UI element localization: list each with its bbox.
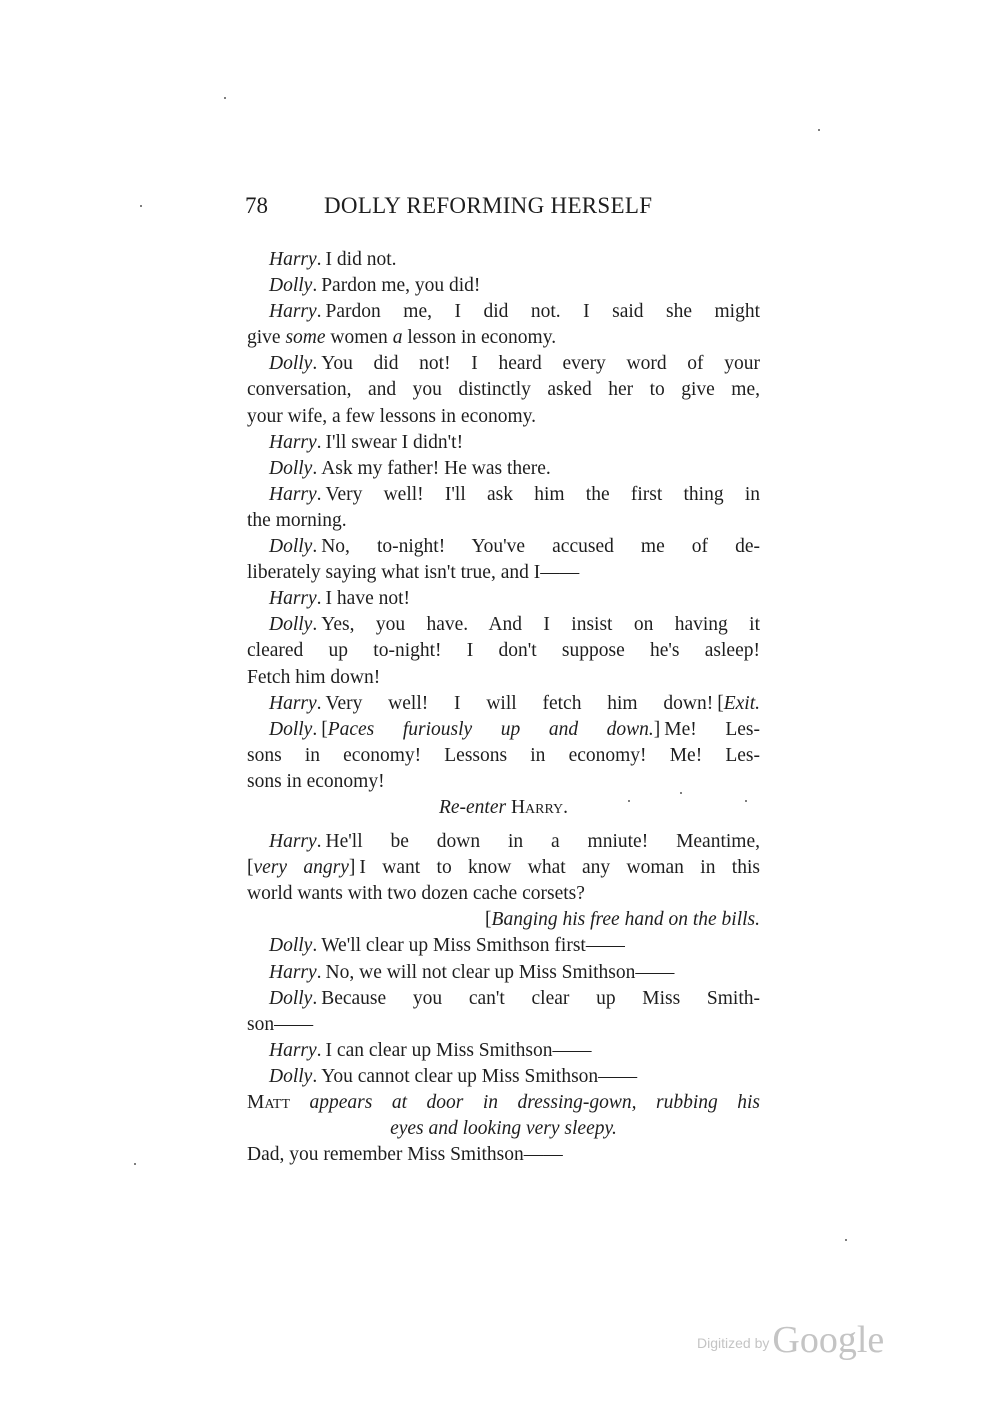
speaker: Dolly [269,718,313,740]
scan-speck [628,800,630,802]
dialogue-line: Harry. Very well! I will fetch him down! [Exit. [269,692,760,714]
dialogue-line: Harry. I can clear up Miss Smithson—— [269,1039,592,1061]
dialogue-line: Fetch him down! [247,666,381,688]
re-enter-direction: Re-enter Harry. [438,796,569,818]
dialogue-line: Harry. I have not! [269,588,411,610]
dialogue-line: son—— [247,1013,314,1035]
dialogue-line: Dolly. [Paces furiously up and down.] Me! Les- [269,718,760,740]
scan-speck [134,1163,136,1165]
running-title: DOLLY REFORMING HERSELF [324,193,653,218]
dialogue-line: Dolly. Ask my father! He was there. [269,457,551,479]
speaker: Harry [269,831,317,853]
scan-speck [680,792,682,794]
dialogue-line: Dolly. We'll clear up Miss Smithson first—— [269,935,625,957]
stage-direction: eyes and looking very sleepy. [390,1118,617,1140]
dialogue-line: liberately saying what isn't true, and I—— [247,562,580,584]
dialogue-line: Harry. I did not. [269,249,397,270]
scan-speck [224,97,226,99]
stage-direction: Paces furiously up and down. [327,718,654,740]
dialogue-line: Dad, you remember Miss Smithson—— [247,1144,563,1166]
page-number: 78 [245,193,268,218]
stage-direction: very angry [253,857,349,879]
stage-direction: Matt appears at door in dressing-gown, rubbing his [247,1092,760,1113]
dialogue-line: Harry. Very well! I'll ask him the first thing in [269,483,760,505]
speaker: Harry [269,961,317,983]
dialogue-line: sons in economy! Lessons in economy! Me! Les- [247,744,760,766]
dialogue-line: your wife, a few lessons in economy. [247,405,536,427]
dialogue-line: the morning. [247,509,347,531]
speaker: Harry [269,588,317,610]
dialogue-line: Dolly. You did not! I heard every word of your [269,353,760,375]
speaker: Harry [269,1039,317,1061]
speaker: Harry [269,483,317,505]
speaker: Dolly [269,935,313,957]
dialogue-line: Dolly. No, to-night! You've accused me of de- [269,536,760,558]
dialogue-line: Harry. No, we will not clear up Miss Smithson—— [269,961,675,983]
speaker: Harry [269,431,317,453]
dialogue-line: Dolly. Pardon me, you did! [269,275,481,297]
play-text [247,247,760,1168]
dialogue-line: cleared up to-night! I don't suppose he's asleep! [247,640,760,662]
dialogue-line: Dolly. You cannot clear up Miss Smithson—— [269,1065,638,1087]
speaker: Dolly [269,1065,313,1087]
speaker: Harry [269,692,317,714]
dialogue-line: Harry. He'll be down in a mniute! Meantime, [269,831,760,853]
scan-speck [818,129,820,131]
speaker: Harry [269,249,317,270]
dialogue-line: Harry. Pardon me, I did not. I said she might [269,301,760,323]
speaker: Dolly [269,353,313,375]
stage-direction: [Banging his free hand on the bills. [485,909,760,931]
scan-speck [140,205,142,207]
speaker: Dolly [269,614,313,636]
speaker: Dolly [269,457,313,479]
dialogue-line: world wants with two dozen cache corsets? [247,883,585,905]
dialogue-line: sons in economy! [247,770,385,792]
speaker: Dolly [269,536,313,558]
dialogue-line: Dolly. Yes, you have. And I insist on having it [269,614,760,636]
dialogue-line: conversation, and you distinctly asked her to give me, [247,379,760,401]
scan-speck [745,800,747,802]
speaker: Dolly [269,275,313,297]
dialogue-line: Harry. I'll swear I didn't! [269,431,464,453]
exit-direction: Exit. [723,692,760,714]
google-watermark: Digitized byGoogle [697,1319,885,1361]
speaker: Harry [269,301,317,323]
scan-speck [845,1239,847,1241]
speaker: Dolly [269,987,313,1009]
dialogue-line: give some women a lesson in economy. [247,327,557,349]
dialogue-line: Dolly. Because you can't clear up Miss Smith- [269,987,760,1009]
running-header [245,193,765,227]
dialogue-line: [very angry] I want to know what any woman in this [247,857,760,879]
